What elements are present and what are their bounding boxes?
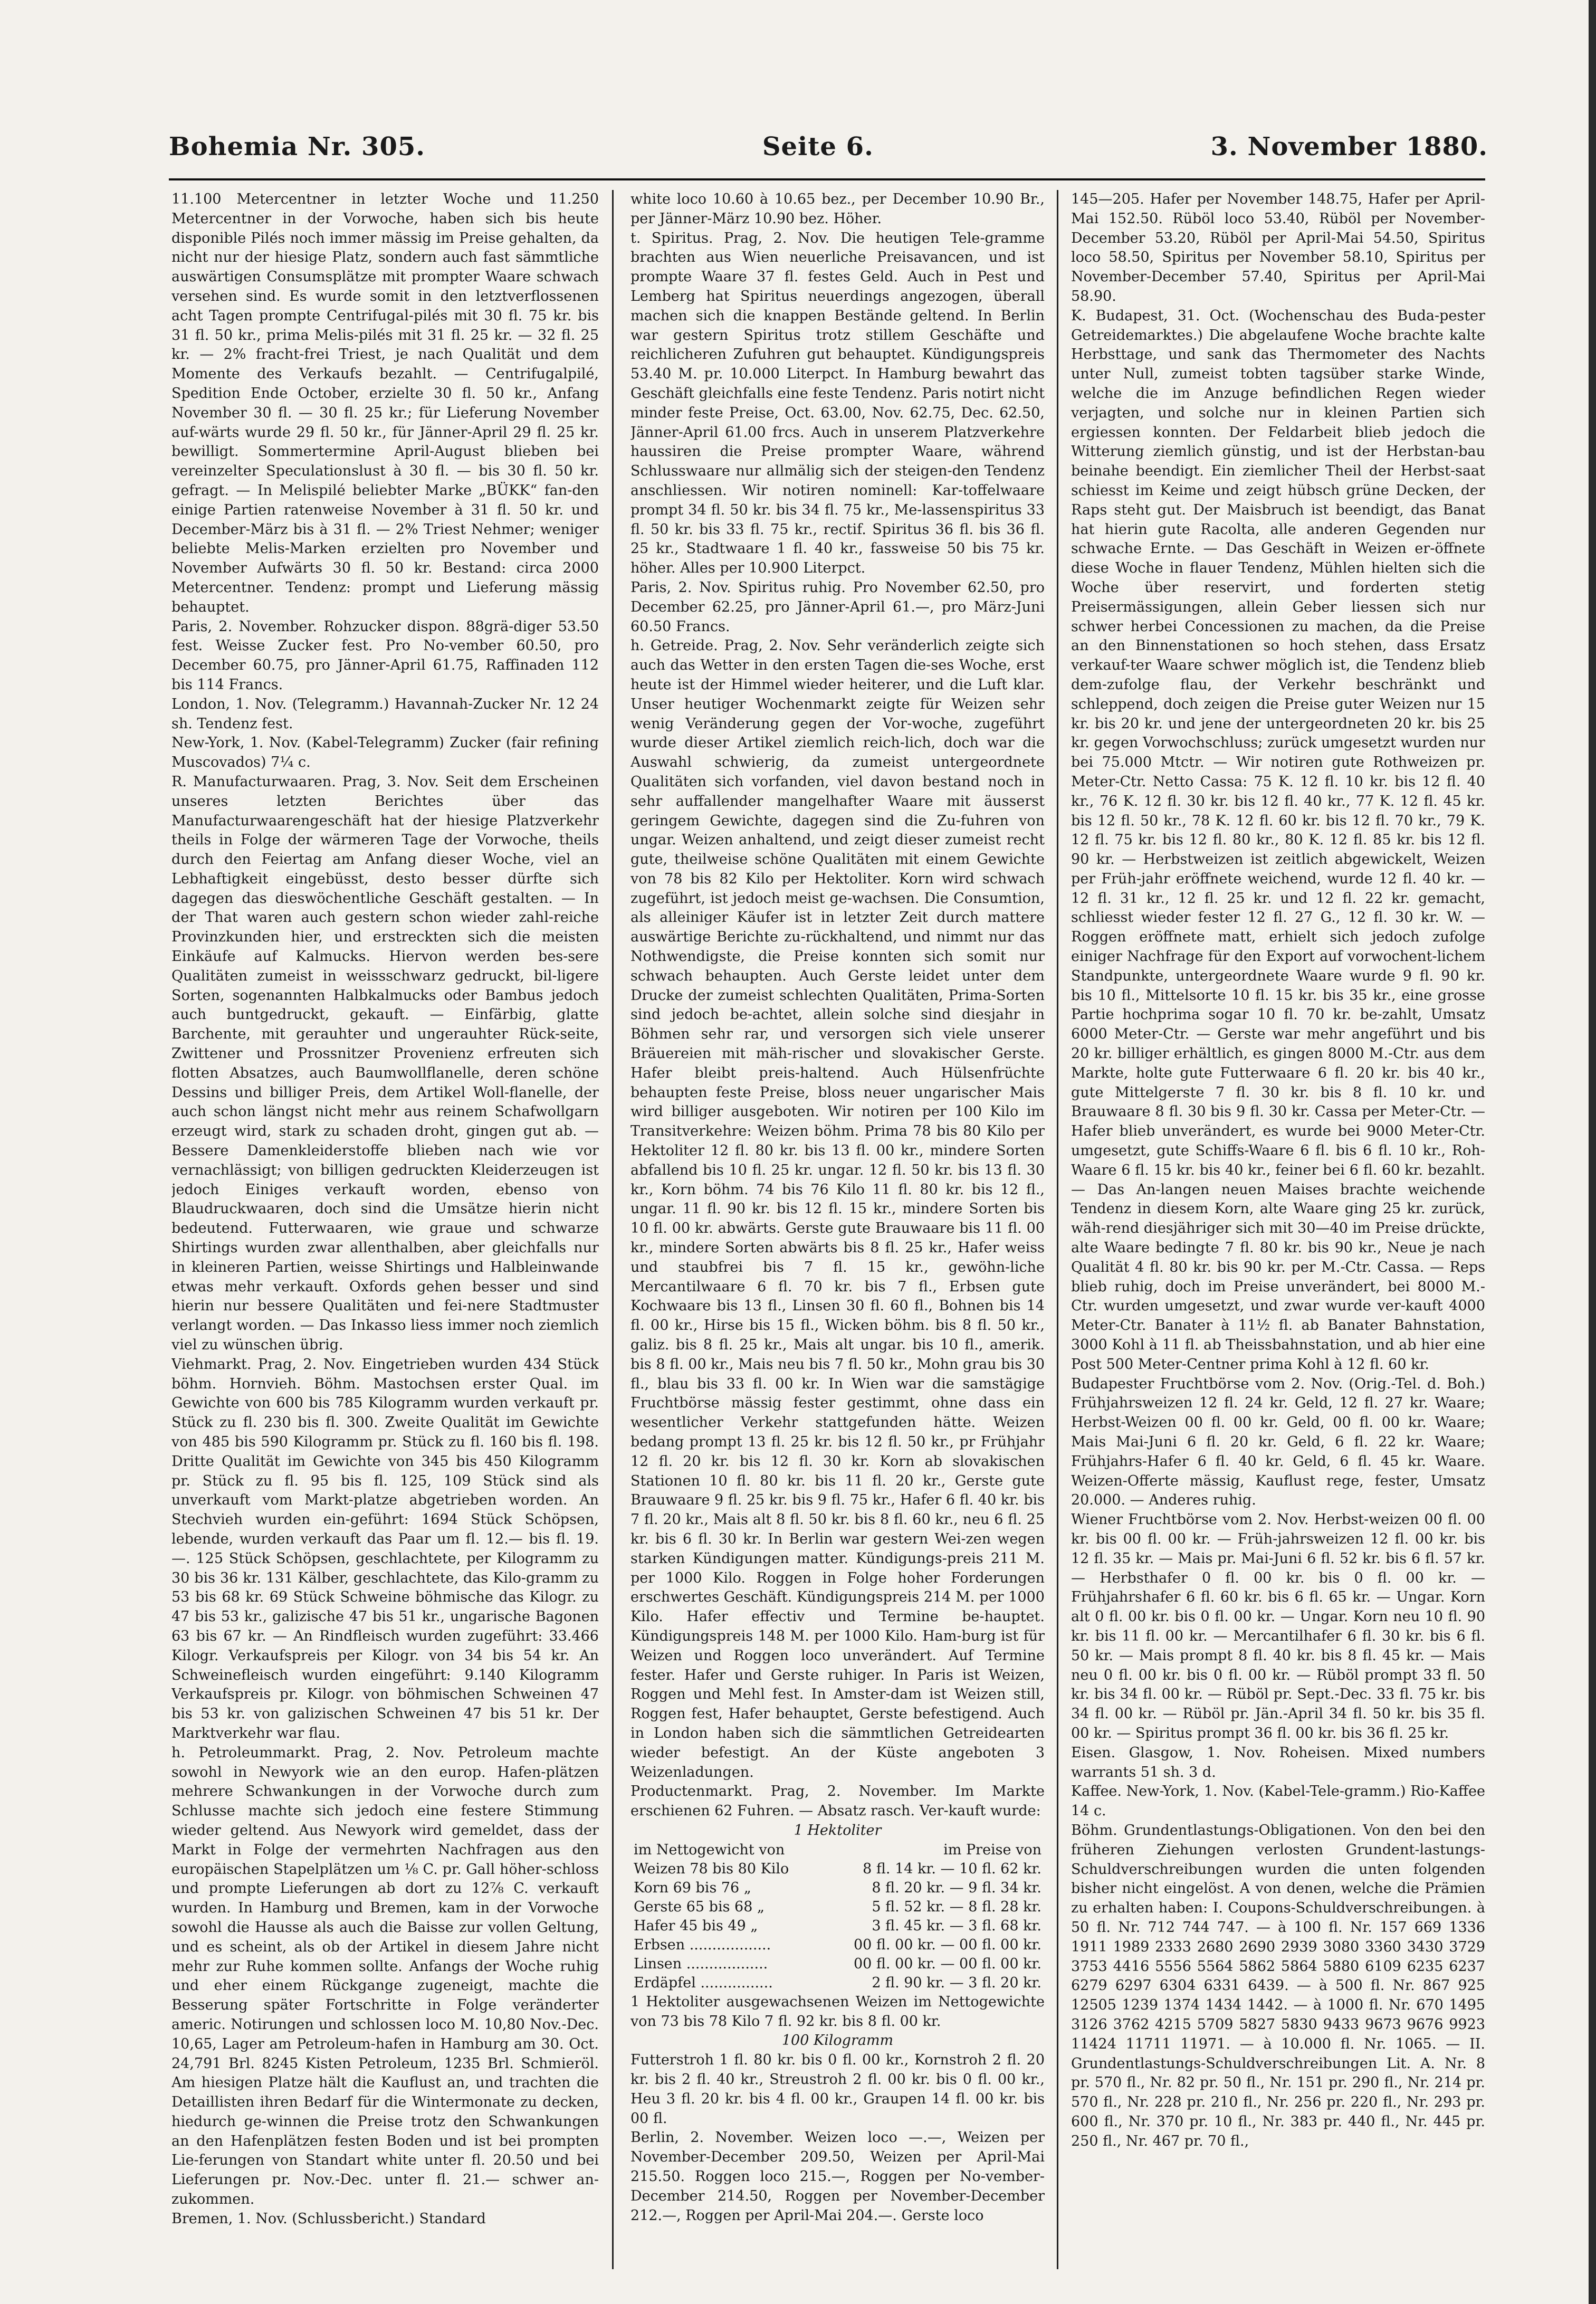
straw-prices: Futterstroh 1 fl. 80 kr. bis 0 fl. 00 kr., Kornstroh 2 fl. 20 kr. bis 2 fl. 40 kr., Streustroh 2 fl. 00 kr. bis 0 fl. 00 kr., Heu 3 fl. 20 kr. bis 4 fl. 00 kr., Graupen 14 fl. 00 kr. bis 00 fl. (630, 2052, 1045, 2127)
product-price: 00 fl. 00 kr. — 00 fl. 00 kr. (853, 1955, 1041, 1972)
newyork-sugar: New-York, 1. Nov. (Kabel-Telegramm) Zucker (fair refining Muscovados) 7¼ c. (171, 735, 599, 771)
unit-label: 1 Hektoliter (794, 1822, 882, 1839)
getreide-report: h. Getreide. Prag, 2. Nov. Sehr veränderlich zeigte sich auch das Wetter in den ersten Tagen die-ses Woche, erst heute ist der Himmel wieder heiterer, und die Luft klar. Unser heutiger Wochenmarkt zeigte für Weizen sehr wenig Veränderung gegen der Vor-woche, zugeführt wurde dieser Artikel ziemlich reich-lich, doch war die Auswahl schwierig, da zumeist untergeordnete Qualitäten sich vorfanden, viel davon bestand noch in sehr auffallender mangelhafter Waare mit äusserst geringem Gewichte, dagegen sind die Zu-fuhren von ungar. Weizen anhaltend, und zeigt dieser zumeist recht gute, theilweise schöne Qualitäten mit einem Gewichte von 78 bis 82 Kilo per Hektoliter. Korn wird schwach zugeführt, ist jedoch meist ge-wachsen. Die Consumtion, als alleiniger Käufer ist in letzter Zeit durch mattere auswärtige Berichte zu-rückhaltend, und nimmt nur das Nothwendigste, die Preise konnten sich somit nur schwach behaupten. Auch Gerste leidet unter dem Drucke der zumeist schlechten Qualitäten, Prima-Sorten sind jedoch be-achtet, allein solche sind diesjahr in Böhmen sehr rar, und versorgen sich viele unserer Bräuereien mit mäh-rischer und slovakischer Gerste. Hafer bleibt preis-haltend. Auch Hülsenfrüchte behaupten feste Preise, bloss neuer ungarischer Mais wird billiger ausgeboten. Wir notiren per 100 Kilo im Transitverkehre: Weizen böhm. Prima 78 bis 80 Kilo per Hektoliter 12 fl. 80 kr. bis 13 fl. 00 kr., mindere Sorten abfallend bis 10 fl. 25 kr. ungar. 12 fl. 50 kr. bis 13 fl. 30 kr., Korn böhm. 74 bis 76 Kilo 11 fl. 80 kr. bis 12 fl., ungar. 11 fl. 90 kr. bis 12 fl. 15 kr., mindere Sorten bis 10 fl. 00 kr. abwärts. Gerste gute Brauwaare bis 11 fl. 00 kr., mindere Sorten abwärts bis 8 fl. 25 kr., Hafer weiss und staubfrei bis 7 fl. 15 kr., gewöhn-liche Mercantilwaare 6 fl. 70 kr. bis 7 fl., Erbsen gute Kochwaare bis 13 fl., Linsen 30 fl. 60 fl., Bohnen bis 14 fl. 00 kr., Hirse bis 15 fl., Wicken böhm. bis 8 fl. 50 kr., galiz. bis 8 fl. 25 kr., Mais alt ungar. bis 10 fl., amerik. bis 8 fl. 00 kr., Mais neu bis 7 fl. 50 kr., Mohn grau bis 30 fl., blau bis 33 fl. 00 kr. In Wien war die samstägige Fruchtbörse mässig fester gestimmt, ohne dass ein wesentlicher Verkehr stattgefunden hätte. Weizen bedang prompt 13 fl. 25 kr. bis 12 fl. 50 kr., pr Frühjahr 12 fl. 20 kr. bis 12 fl. 30 kr. Korn ab slovakischen Stationen 10 fl. 80 kr. bis 11 fl. 20 kr., Gerste gute Brauwaare 9 fl. 25 kr. bis 9 fl. 75 kr., Hafer 6 fl. 40 kr. bis 7 fl. 20 kr., Mais alt 8 fl. 50 kr. bis 8 fl. 60 kr., neu 6 fl. 25 kr. bis 6 fl. 30 kr. In Berlin war gestern Wei-zen wegen starken Kündigungen matter. Kündigungs-preis 211 M. per 1000 Kilo. Roggen in Folge hoher Forderungen erschwertes Geschäft. Kündigungspreis 214 M. per 1000 Kilo. Hafer effectiv und Termine be-hauptet. Kündigungspreis 148 M. per 1000 Kilo. Ham-burg ist für Weizen und Roggen loco unverändert. Auf Termine fester. Hafer und Gerste ruhiger. In Paris ist Weizen, Roggen und Mehl fest. In Amster-dam ist Weizen still, Roggen fest, Hafer behauptet, Gerste befestigend. Auch in London haben sich die sämmtlichen Getreidearten wieder befestigt. An der Küste angeboten 3 Weizenladungen. (630, 637, 1045, 1781)
product-price: 8 fl. 20 kr. — 9 fl. 34 kr. (872, 1879, 1041, 1896)
table-row (630, 1955, 1045, 1974)
productenmarkt-intro: Productenmarkt. Prag, 2. November. Im Markte erschienen 62 Fuhren. — Absatz rasch. Ver-kauft wurde: (630, 1783, 1045, 1820)
issue-date: 3. November 1880. (1210, 132, 1488, 161)
column-header: im Nettogewicht von (634, 1841, 785, 1858)
budapest-report: K. Budapest, 31. Oct. (Wochenschau des Buda-pester Getreidemarktes.) Die abgelaufene Woche brachte kalte Herbsttage, und sank das Thermometer des Nachts unter Null, zumeist tobten tagsüber starke Winde, welche die im Anzuge befindlichen Regen wieder verjagten, und solche nur in kleinen Partien sich ergiessen konnten. Der Feldarbeit blieb jedoch die Witterung ziemlich günstig, und ist der Herbstan-bau beinahe beendigt. Ein ziemlicher Theil der Herbst-saat schiesst im Keime und zeigt hübsch grüne Decken, der Raps steht gut. Der Maisbruch ist beendigt, das Banat hat hierin gute Racolta, alle anderen Gegenden nur schwache Ernte. — Das Geschäft in Weizen er-öffnete diese Woche in flauer Tendenz, Mühlen hielten sich die Woche über reservirt, und forderten stetig Preisermässigungen, allein Geber liessen sich nur schwer herbei Concessionen zu machen, da die Preise an den Binnenstationen so hoch stehen, dass Ersatz verkauf-ter Waare schwer möglich ist, die Tendenz blieb dem-zufolge flau, der Verkehr beschränkt und schleppend, doch zeigen die Preise guter Weizen nur 15 kr. bis 20 kr. und jene der untergeordneten 20 kr. bis 25 kr. gegen Vorwochschluss; zurück umgesetzt wurden nur bei 75.000 Mtctr. — Wir notiren gute Rothweizen pr. Meter-Ctr. Netto Cassa: 75 K. 12 fl. 10 kr. bis 12 fl. 40 kr., 76 K. 12 fl. 30 kr. bis 12 fl. 40 kr., 77 K. 12 fl. 45 kr. bis 12 fl. 50 kr., 78 K. 12 fl. 60 kr. bis 12 fl. 70 kr., 79 K. 12 fl. 75 kr. bis 12 fl. 80 kr., 80 K. 12 fl. 85 kr. bis 12 fl. 90 kr. — Herbstweizen ist zeitlich abgewickelt, Weizen per Früh-jahr eröffnete weichend, wurde 12 fl. 40 kr. — 12 fl. 31 kr., 12 fl. 25 kr. und 12 fl. 22 kr. gemacht, schliesst wieder fester 12 fl. 27 G., 12 fl. 30 kr. W. — Roggen eröffnete matt, erhielt sich jedoch zufolge einiger Nachfrage für den Export auf vorwochent-lichem Standpunkte, untergeordnete Waare wurde 9 fl. 90 kr. bis 10 fl., Mittelsorte 10 fl. 15 kr. bis 35 kr., eine grosse Partie hochprima sogar 10 fl. 70 kr. be-zahlt, Umsatz 6000 Meter-Ctr. — Gerste war mehr angeführt und bis 20 kr. billiger erhältlich, es gingen 8000 M.-Ctr. aus dem Markte, holte gute Futterwaare 6 fl. 20 kr. bis 40 kr., gute Mittelgerste 7 fl. 30 kr. bis 8 fl. 10 kr. und Brauwaare 8 fl. 30 bis 9 fl. 30 kr. Cassa per Meter-Ctr. — Hafer blieb unverändert, es wurde bei 9000 Meter-Ctr. umgesetzt, gute Schiffs-Waare 6 fl. bis 6 fl. 10 kr., Roh-Waare 6 fl. 15 kr. bis 40 kr., feiner bei 6 fl. 60 kr. bezahlt. — Das An-langen neuen Maises brachte weichende Tendenz in diesem Korn, alte Waare ging 25 kr. zurück, wäh-rend diesjähriger sich mit 30—40 im Preise drückte, alte Waare bedingte 7 fl. 80 kr. bis 90 kr., Neue je nach Qualität 4 fl. 80 kr. bis 90 kr. per M.-Ctr. Cassa. — Reps blieb ruhig, doch im Preise unverändert, bei 8000 M.-Ctr. wurden umgesetzt, und zwar wurde ver-kauft 4000 Meter-Ctr. Banater à 11½ fl. ab Banater Bahnstation, 3000 Kohl à 11 fl. ab Theissbahnstation, und ab hier eine Post 500 Meter-Centner prima Kohl à 12 fl. 60 kr. (1071, 307, 1485, 1373)
paper-title: Bohemia Nr. 305. (169, 132, 425, 161)
unit-label-2: 100 Kilogramm (781, 2032, 894, 2049)
product-name: Erbsen .................. (634, 1936, 771, 1953)
product-price: 2 fl. 90 kr. — 3 fl. 20 kr. (872, 1974, 1041, 1991)
product-name: Gerste 65 bis 68 „ (634, 1898, 764, 1915)
london-sugar: London, 1. Nov. (Telegramm.) Havannah-Zucker Nr. 12 24 sh. Tendenz fest. (171, 696, 599, 732)
product-price: 00 fl. 00 kr. — 00 fl. 00 kr. (853, 1936, 1041, 1953)
table-row (630, 1898, 1045, 1917)
product-name: Linsen .................. (634, 1955, 768, 1972)
product-price: 8 fl. 14 kr. — 10 fl. 62 kr. (863, 1860, 1041, 1877)
product-note: 1 Hektoliter ausgewachsenen Weizen im Nettogewichte von 73 bis 78 Kilo 7 fl. 92 kr. bis 8 fl. 00 kr. (630, 1993, 1045, 2030)
berlin-continued: 145—205. Hafer per November 148.75, Hafer per April-Mai 152.50. Rüböl loco 53.40, Rüböl per November-December 53.20, Rüböl per April-Mai 54.50, Spiritus loco 58.50, Spiritus per November 58.10, Spiritus per November-December 57.40, Spiritus per April-Mai 58.90. (1071, 191, 1485, 304)
header-rule (169, 178, 1485, 180)
budapest-exchange: Budapester Fruchtbörse vom 2. Nov. (Orig.-Tel. d. Boh.) Frühjahrsweizen 12 fl. 24 kr. Geld, 12 fl. 27 kr. Waare; Herbst-Weizen 00 fl. 00 kr. Geld, 00 fl. 00 kr. Waare; Mais Mai-Juni 6 fl. 20 kr. Geld, 6 fl. 22 kr. Waare; Frühjahrs-Hafer 6 fl. 40 kr. Geld, 6 fl. 45 kr. Waare. Weizen-Offerte mässig, Kauflust rege, fester, Umsatz 20.000. — Anderes ruhig. (1071, 1375, 1485, 1509)
paris-spiritus: Paris, 2. Nov. Spiritus ruhig. Pro November 62.50, pro December 62.25, pro Jänner-April 61.—, pro März-Juni 60.50 Francs. (630, 579, 1045, 635)
product-price: 3 fl. 45 kr. — 3 fl. 68 kr. (872, 1917, 1041, 1934)
table-row (630, 1879, 1045, 1898)
column-2 (630, 190, 1045, 2274)
manufacturwaaren-report: R. Manufacturwaaren. Prag, 3. Nov. Seit dem Erscheinen unseres letzten Berichtes über das Manufacturwaarengeschäft hat der hiesige Platzverkehr theils in Folge der wärmeren Tage der Vorwoche, theils durch den Feiertag am Anfang dieser Woche, viel an Lebhaftigkeit eingebüsst, desto besser dürfte sich dagegen das dieswöchentliche Geschäft gestalten. — In der That waren auch gestern schon wieder zahl-reiche Provinzkunden hier, und erstreckten sich die meisten Einkäufe auf Kalmucks. Hiervon werden bes-sere Qualitäten zumeist in weissschwarz gedruckt, bil-ligere Sorten, sogenannten Halbkalmucks oder Bambus jedoch auch buntgedruckt, gekauft. — Einfärbig, glatte Barchente, mit gerauhter und ungerauhter Rück-seite, Zwittener und Prossnitzer Provenienz erfreuten sich flotten Absatzes, auch Baumwollflanelle, deren schöne Dessins und billiger Preis, dem Artikel Woll-flanelle, der auch schon längst nicht mehr aus reinem Schafwollgarn erzeugt wird, stark zu schaden droht, gingen gut ab. — Bessere Damenkleiderstoffe blieben nach wie vor vernachlässigt; von billigen gedruckten Kleiderzeugen ist jedoch Einiges verkauft worden, ebenso von Blaudruckwaaren, doch sind die Umsätze hierin nicht bedeutend. Futterwaaren, wie graue und schwarze Shirtings wurden zwar allenthalben, aber gleichfalls nur in kleineren Partien, weisse Shirtings und Halbleinwande etwas mehr verkauft. Oxfords gehen besser und sind hierin nur bessere Qualitäten und fei-nere Stadtmuster verlangt worden. — Das Inkasso liess immer noch ziemlich viel zu wünschen übrig. (171, 773, 599, 1354)
product-name: Korn 69 bis 76 „ (634, 1879, 751, 1896)
coffee-report: Kaffee. New-York, 1. Nov. (Kabel-Tele-gramm.) Rio-Kaffee 14 c. (1071, 1783, 1485, 1820)
table-row (630, 1860, 1045, 1879)
table-header (630, 1841, 1045, 1860)
bond-list: Böhm. Grundentlastungs-Obligationen. Von den bei den früheren Ziehungen verlosten Grundent-lastungs-Schuldverschreibungen wurden die unten folgenden bisher nicht eingelöst. A von denen, welche die Prämien zu erhalten haben: I. Coupons-Schuldverschreibungen. à 50 fl. Nr. 712 744 747. — à 100 fl. Nr. 157 669 1336 1911 1989 2333 2680 2690 2939 3080 3360 3430 3729 3753 4416 5556 5564 5862 5864 5880 6109 6235 6237 6279 6297 6304 6331 6439. — à 500 fl. Nr. 867 925 12505 1239 1374 1434 1442. — à 1000 fl. Nr. 670 1495 3126 3762 4215 5709 5827 5830 9433 9673 9676 9923 11424 11711 11971. — à 10.000 fl. Nr. 1065. — II. Grundentlastungs-Schuldverschreibungen Lit. A. Nr. 8 pr. 570 fl., Nr. 82 pr. 50 fl., Nr. 151 pr. 290 fl., Nr. 214 pr. 570 fl., Nr. 228 pr. 210 fl., Nr. 256 pr. 220 fl., Nr. 293 pr. 600 fl., Nr. 370 pr. 10 fl., Nr. 383 pr. 440 fl., Nr. 445 pr. 250 fl., Nr. 467 pr. 70 fl., (1071, 1822, 1485, 2149)
table-row (630, 1917, 1045, 1936)
petroleum-report: h. Petroleummarkt. Prag, 2. Nov. Petroleum machte sowohl in Newyork wie an den europ. Hafen-plätzen mehrere Schwankungen in der Vorwoche durch zum Schlusse machte sich jedoch eine festere Stimmung wieder geltend. Aus Newyork wird gemeldet, dass der Markt in Folge der vermehrten Nachfragen aus den europäischen Stapelplätzen um ⅛ C. pr. Gall höher-schloss und prompte Lieferungen ab dort zu 12⅞ C. verkauft wurden. In Hamburg und Bremen, kam in der Vorwoche sowohl die Hausse als auch die Baisse zur vollen Geltung, und es scheint, als ob der Artikel in diesem Jahre nicht mehr zur Ruhe kommen sollte. Anfangs der Woche ruhig und eher einem Rückgange zugeneigt, machte die Besserung später Fortschritte in Folge veränderter americ. Notirungen und schlossen loco M. 10,80 Nov.-Dec. 10,65, Lager am Petroleum-hafen in Hamburg am 30. Oct. 24,791 Brl. 8245 Kisten Petroleum, 1235 Brl. Schmieröl. Am hiesigen Platze hält die Kauflust an, und trachten die Detaillisten ihren Bedarf für die Wintermonate zu decken, hiedurch ge-winnen die Preise trotz den Schwankungen an den Hafenplätzen festen Boden und ist bei prompten Lie-ferungen von Standart white unter fl. 20.50 und bei Lieferungen pr. Nov.-Dec. unter fl. 21.— schwer an-zukommen. (171, 1744, 599, 2208)
masthead (169, 132, 1488, 169)
spiritus-report: t. Spiritus. Prag, 2. Nov. Die heutigen Tele-gramme brachten aus Wien neuerliche Preisavancen, und ist prompte Waare 37 fl. festes Geld. Auch in Pest und Lemberg hat Spiritus neuerdings angezogen, überall machen sich die knappen Bestände geltend. In Berlin war gestern Spiritus trotz stillem Geschäfte und reichlicheren Zufuhren gut behauptet. Kündigungspreis 53.40 M. pr. 10.000 Literpct. In Hamburg bewahrt das Geschäft gleichfalls eine feste Tendenz. Paris notirt nicht minder feste Preise, Oct. 63.00, Nov. 62.75, Dec. 62.50, Jänner-April 61.00 frcs. Auch in unserem Platzverkehre haussiren die Preise prompter Waare, während Schlusswaare nur allmälig sich der steigen-den Tendenz anschliessen. Wir notiren nominell: Kar-toffelwaare prompt 34 fl. 50 kr. bis 34 fl. 75 kr., Me-lassenspiritus 33 fl. 50 kr. bis 33 fl. 75 kr., rectif. Spiritus 36 fl. bis 36 fl. 25 kr., Stadtwaare 1 fl. 40 kr., fassweise 50 bis 75 kr. höher. Alles per 10.900 Literpct. (630, 230, 1045, 577)
berlin-grain: Berlin, 2. November. Weizen loco —.—, Weizen per November-December 209.50, Weizen per April-Mai 215.50. Roggen loco 215.—, Roggen per No-vember-December 214.50, Roggen per November-December 212.—, Roggen per April-Mai 204.—. Gerste loco (630, 2129, 1045, 2224)
table-row (630, 1974, 1045, 1993)
product-name: Erdäpfel ................ (634, 1974, 773, 1991)
paris-sugar: Paris, 2. November. Rohzucker dispon. 88grä-diger 53.50 fest. Weisse Zucker fest. Pro No-vember 60.50, pro December 60.75, pro Jänner-April 61.75, Raffinaden 112 bis 114 Francs. (171, 618, 599, 693)
viehmarkt-report: Viehmarkt. Prag, 2. Nov. Eingetrieben wurden 434 Stück böhm. Hornvieh. Böhm. Mastochsen erster Qual. im Gewichte von 600 bis 785 Kilogramm wurden verkauft pr. Stück zu fl. 230 bis fl. 300. Zweite Qualität im Gewichte von 485 bis 590 Kilogramm pr. Stück zu fl. 160 bis fl. 198. Dritte Qualität im Gewichte von 345 bis 450 Kilogramm pr. Stück zu fl. 95 bis fl. 125, 109 Stück sind als unverkauft vom Markt-platze abgetrieben worden. An Stechvieh wurden ein-geführt: 1694 Stück Schöpsen, lebende, wurden verkauft das Paar um fl. 12.— bis fl. 19.—. 125 Stück Schöpsen, geschlachtete, per Kilogramm zu 30 bis 36 kr. 131 Kälber, geschlachtete, das Kilo-gramm zu 53 bis 68 kr. 69 Stück Schweine böhmische das Kilogr. zu 47 bis 53 kr., galizische 47 bis 51 kr., ungarische Bagonen 63 bis 67 kr. — An Rindfleisch wurden zugeführt: 33.466 Kilogr. Verkaufspreis per Kilogr. von 34 bis 54 kr. An Schweinefleisch wurden eingeführt: 9.140 Kilogramm Verkaufspreis pr. Kilogr. von böhmischen Schweinen 47 bis 53 kr. von galizischen Schweinen 47 bis 51 kr. Der Marktverkehr war flau. (171, 1356, 599, 1741)
table-row (630, 1936, 1045, 1955)
product-name: Weizen 78 bis 80 Kilo (634, 1860, 789, 1877)
bremen-report: Bremen, 1. Nov. (Schlussbericht.) Standard (171, 2210, 486, 2227)
sugar-report: 11.100 Metercentner in letzter Woche und 11.250 Metercentner in der Vorwoche, haben sich bis heute disponible Pilés noch immer mässig im Preise gehalten, da nicht nur der hiesige Platz, sondern auch fast sämmtliche auswärtigen Consumsplätze mit prompter Waare schwach versehen sind. Es wurde somit in den letztverflossenen acht Tagen prompte Centrifugal-pilés mit 30 fl. 75 kr. bis 31 fl. 50 kr., prima Melis-pilés mit 31 fl. 25 kr. — 32 fl. 25 kr. — 2% fracht-frei Triest, je nach Qualität und dem Momente des Verkaufs bezahlt. — Centrifugalpilé, Spedition Ende October, erzielte 30 fl. 50 kr., Anfang November 30 fl. — 30 fl. 25 kr.; für Lieferung November auf-wärts wurde 29 fl. 50 kr., für Jänner-April 29 fl. 25 kr. bewilligt. Sommertermine April-August blieben bei vereinzelter Speculationslust à 30 fl. — bis 30 fl. 50 kr. gefragt. — In Melispilé beliebter Marke „BÜKK“ fan-den einige Partien ratenweise November à 31 fl. 50 kr. und December-März bis à 31 fl. — 2% Triest Nehmer; weniger beliebte Melis-Marken erzielten pro November und November Aufwärts 30 fl. 50 kr. Bestand: circa 2000 Metercentner. Tendenz: prompt und Lieferung mässig behauptet. (171, 191, 599, 615)
scan-border (1589, 0, 1596, 2304)
vienna-exchange: Wiener Fruchtbörse vom 2. Nov. Herbst-weizen 00 fl. 00 kr. bis 00 fl. 00 kr. — Früh-jahrsweizen 12 fl. 00 kr. bis 12 fl. 35 kr. — Mais pr. Mai-Juni 6 fl. 52 kr. bis 6 fl. 57 kr. — Herbsthafer 0 fl. 00 kr. bis 0 fl. 00 kr. — Frühjahrshafer 6 fl. 60 kr. bis 6 fl. 65 kr. — Ungar. Korn alt 0 fl. 00 kr. bis 0 fl. 00 kr. — Ungar. Korn neu 10 fl. 90 kr. bis 11 fl. 00 kr. — Mercantilhafer 6 fl. 30 kr. bis 6 fl. 50 kr. — Mais prompt 8 fl. 40 kr. bis 8 fl. 45 kr. — Mais neu 0 fl. 00 kr. bis 0 fl. 00 kr. — Rüböl prompt 33 fl. 50 kr. bis 34 fl. 00 kr. — Rüböl pr. Sept.-Dec. 33 fl. 75 kr. bis 34 fl. 00 kr. — Rüböl pr. Jän.-April 34 fl. 50 kr. bis 35 fl. 00 kr. — Spiritus prompt 36 fl. 00 kr. bis 36 fl. 25 kr. (1071, 1511, 1485, 1741)
column-divider (1057, 190, 1058, 2269)
column-3 (1071, 190, 1485, 2274)
column-header: im Preise von (943, 1841, 1041, 1858)
column-divider (612, 190, 614, 2269)
petroleum-continued: white loco 10.60 à 10.65 bez., per December 10.90 Br., per Jänner-März 10.90 bez. Höher. (630, 191, 1045, 227)
iron-report: Eisen. Glasgow, 1. Nov. Roheisen. Mixed numbers warrants 51 sh. 3 d. (1071, 1744, 1485, 1781)
product-price: 5 fl. 52 kr. — 8 fl. 28 kr. (872, 1898, 1041, 1915)
product-name: Hafer 45 bis 49 „ (634, 1917, 758, 1934)
product-price-table (630, 1841, 1045, 1993)
column-1 (171, 190, 599, 2274)
page-number: Seite 6. (762, 132, 874, 161)
